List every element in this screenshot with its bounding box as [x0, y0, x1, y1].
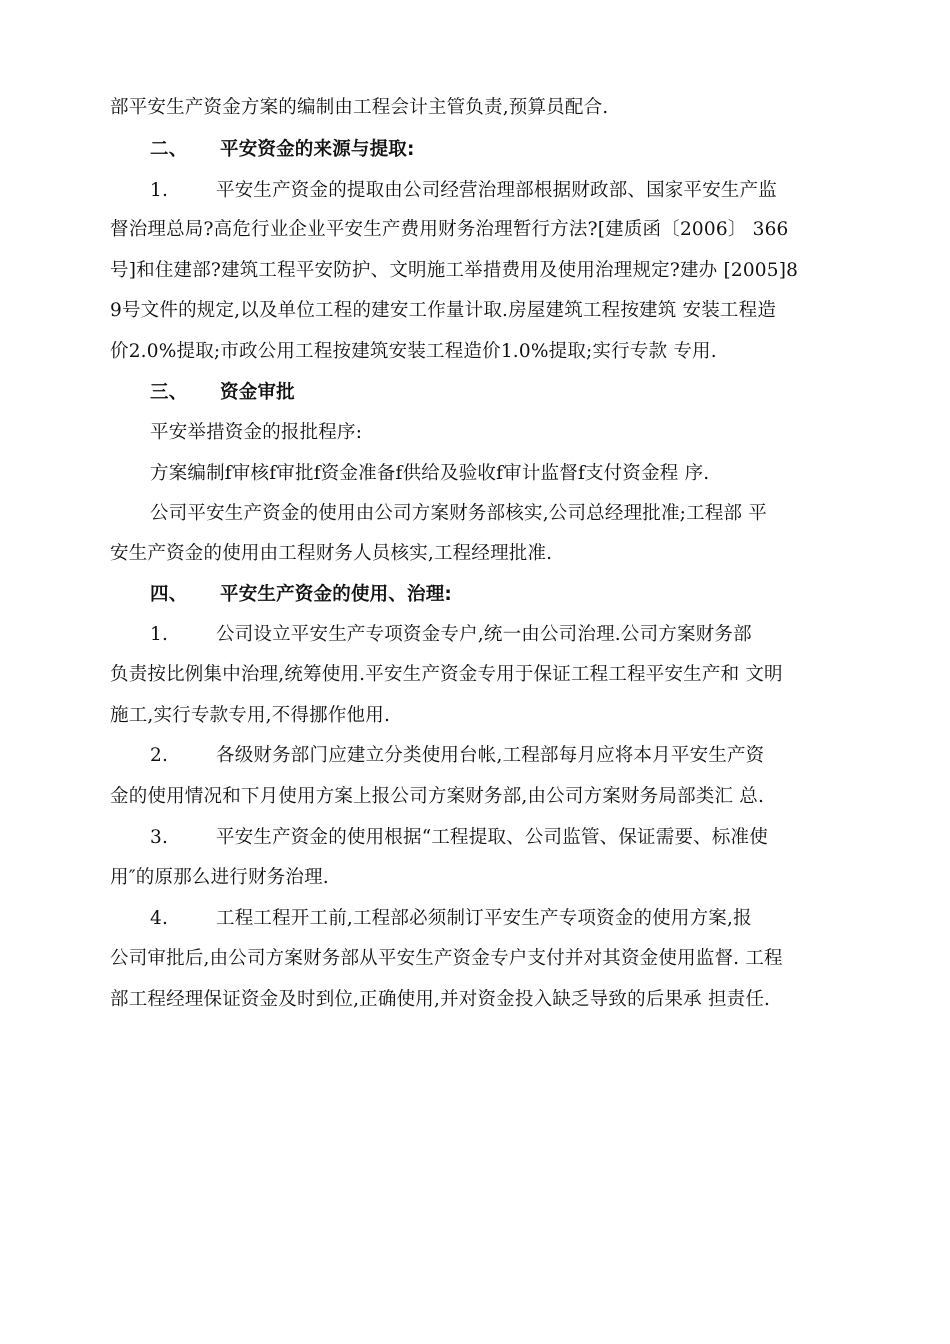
- paragraph-line: [150, 622, 752, 648]
- item-number: 3.: [150, 827, 169, 848]
- paragraph-line: 号]和住建部?建筑工程平安防护、文明施工举措费用及使用治理规定?建办 [2005]8: [110, 260, 799, 281]
- paragraph-line: [150, 178, 777, 204]
- item-number: 1.: [150, 624, 169, 645]
- item-text: 平安生产资金的使用根据“工程提取、公司监管、保证需要、标准使: [216, 827, 768, 848]
- item-number: 2.: [150, 745, 169, 766]
- item-text: 平安生产资金的提取由公司经营治理部根据财政部、国家平安生产监: [216, 180, 778, 201]
- paragraph-line: 金的使用情况和下月使用方案上报公司方案财务部,由公司方案财务局部类汇 总.: [110, 786, 765, 807]
- paragraph-line: 部工程经理保证资金及时到位,正确使用,并对资金投入缺乏导致的后果承 担责任.: [110, 989, 771, 1010]
- item-number: 1.: [150, 180, 169, 201]
- paragraph-line: 用″的原那么进行财务治理.: [110, 867, 329, 888]
- item-number: 4.: [150, 908, 169, 929]
- item-text: 工程工程开工前,工程部必须制订平安生产专项资金的使用方案,报: [216, 908, 752, 929]
- paragraph-line: 安生产资金的使用由工程财务人员核实,工程经理批准.: [110, 543, 553, 564]
- paragraph-line: [150, 906, 752, 932]
- paragraph-line: 平安举措资金的报批程序:: [150, 422, 363, 443]
- intro-line: 部平安生产资金方案的编制由工程会计主管负责,预算员配合.: [110, 97, 609, 118]
- paragraph-line: 方案编制f审核f审批f资金准备f供给及验收f审计监督f支付资金程 序.: [150, 463, 710, 484]
- section-number: 四、: [150, 584, 188, 605]
- section-heading-3: [150, 380, 295, 406]
- section-title: 平安生产资金的使用、治理:: [220, 584, 452, 605]
- paragraph-line: [150, 825, 768, 851]
- section-heading-2: [150, 137, 415, 163]
- section-number: 三、: [150, 382, 188, 403]
- paragraph-line: 价2.0%提取;市政公用工程按建筑安装工程造价1.0%提取;实行专款 专用.: [110, 341, 717, 362]
- section-title: 平安资金的来源与提取:: [220, 139, 415, 160]
- item-text: 公司设立平安生产专项资金专户,统一由公司治理.公司方案财务部: [216, 624, 752, 645]
- paragraph-line: 督治理总局?高危行业企业平安生产费用财务治理暂行方法?[建质函〔2006〕 366: [110, 219, 789, 240]
- paragraph-line: 负责按比例集中治理,统筹使用.平安生产资金专用于保证工程工程平安生产和 文明: [110, 664, 783, 685]
- section-number: 二、: [150, 139, 188, 160]
- paragraph-line: 公司平安生产资金的使用由公司方案财务部核实,公司总经理批准;工程部 平: [150, 503, 767, 524]
- paragraph-line: 公司审批后,由公司方案财务部从平安生产资金专户支付并对其资金使用监督. 工程: [110, 948, 783, 969]
- item-text: 各级财务部门应建立分类使用台帐,工程部每月应将本月平安生产资: [216, 745, 765, 766]
- paragraph-line: [150, 743, 764, 769]
- paragraph-line: 9号文件的规定,以及单位工程的建安工作量计取.房屋建筑工程按建筑 安装工程造: [110, 300, 777, 321]
- section-heading-4: [150, 582, 452, 608]
- section-title: 资金审批: [220, 382, 295, 403]
- paragraph-line: 施工,实行专款专用,不得挪作他用.: [110, 705, 391, 726]
